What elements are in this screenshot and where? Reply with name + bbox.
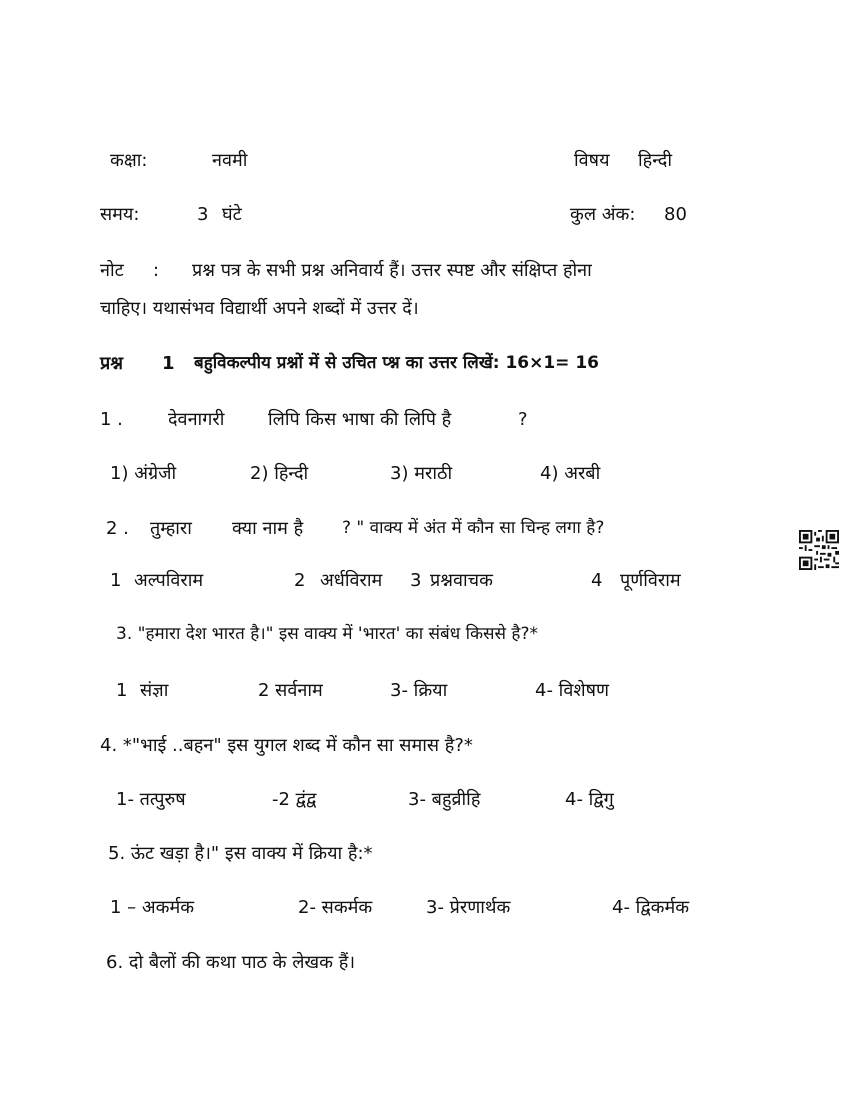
note-colon: : [153,260,160,281]
section-label: प्रश्न [100,353,123,374]
q3-text: 3. "हमारा देश भारत है।" इस वाक्य में 'भारत' का संबंध किससे है?* [116,624,538,644]
q1-text-part-1: देवनागरी [168,409,225,430]
q5-option-2: 2- सकर्मक [298,897,373,918]
q3-option-3: 3- क्रिया [390,680,448,701]
qr-code-icon [799,530,839,570]
q4-option-4: 4- द्विगु [565,789,614,810]
q4-option-3: 3- बहुव्रीहि [408,789,481,810]
note-line-2: चाहिए। यथासंभव विद्यार्थी अपने शब्दों में उत्तर दें। [100,298,419,319]
q2-option-2: अर्धविराम [320,570,383,591]
q3-option-1-num: 1 [116,680,128,701]
class-label: कक्षा: [110,150,148,171]
marks-label: कुल अंक: [570,204,636,225]
q2-option-1: अल्पविराम [134,570,204,591]
q1-option-1: 1) अंग्रेजी [110,463,177,484]
q4-option-1: 1- तत्पुरुष [116,789,186,810]
q2-text-part-3: ? " वाक्य में अंत में कौन सा चिन्ह लगा है? [342,518,605,538]
q1-number: 1 . [100,409,123,430]
q3-option-1: संज्ञा [140,680,169,701]
q4-option-2: -2 द्वंद्व [272,789,317,810]
q4-text: 4. *"भाई ..बहन" इस युगल शब्द में कौन सा समास है?* [100,735,473,756]
q2-text-part-2: क्या नाम है [232,518,304,539]
time-unit: घंटे [222,204,242,225]
q2-option-1-num: 1 [110,570,122,591]
q6-text: 6. दो बैलों की कथा पाठ के लेखक हैं। [106,952,356,973]
q1-text-part-3: ? [518,409,528,430]
time-value: 3 [197,204,209,225]
marks-value: 80 [664,204,687,225]
q2-option-4-num: 4 [591,570,603,591]
q3-option-4: 4- विशेषण [535,680,609,701]
section-number: 1 [162,353,175,374]
subject-label: विषय [574,150,610,171]
q2-option-3: प्रश्नवाचक [430,570,493,591]
subject-value: हिन्दी [638,150,673,171]
q1-text-part-2: लिपि किस भाषा की लिपि है [268,409,452,430]
q2-option-2-num: 2 [294,570,306,591]
q1-option-4: 4) अरबी [540,463,601,484]
q1-option-3: 3) मराठी [390,463,453,484]
q5-option-4: 4- द्विकर्मक [612,897,690,918]
q5-text: 5. ऊंट खड़ा है।" इस वाक्य में क्रिया है:* [108,843,373,864]
class-value: नवमी [212,150,248,171]
q2-text-part-1: तुम्हारा [150,518,192,539]
q5-option-1: 1 – अकर्मक [110,897,195,918]
section-title: बहुविकल्पीय प्रश्नों में से उचित प्श्न का उत्तर लिखें: 16×1= 16 [194,353,599,373]
note-line-1: प्रश्न पत्र के सभी प्रश्न अनिवार्य हैं। उत्तर स्पष्ट और संक्षिप्त होना [192,260,592,281]
note-label: नोट [100,260,124,281]
q2-number: 2 . [106,518,129,539]
q2-option-4: पूर्णविराम [620,570,681,591]
q2-option-3-num: 3 [410,570,422,591]
q3-option-2: 2 सर्वनाम [258,680,323,701]
time-label: समय: [100,204,140,225]
q5-option-3: 3- प्रेरणार्थक [426,897,511,918]
q1-option-2: 2) हिन्दी [250,463,309,484]
